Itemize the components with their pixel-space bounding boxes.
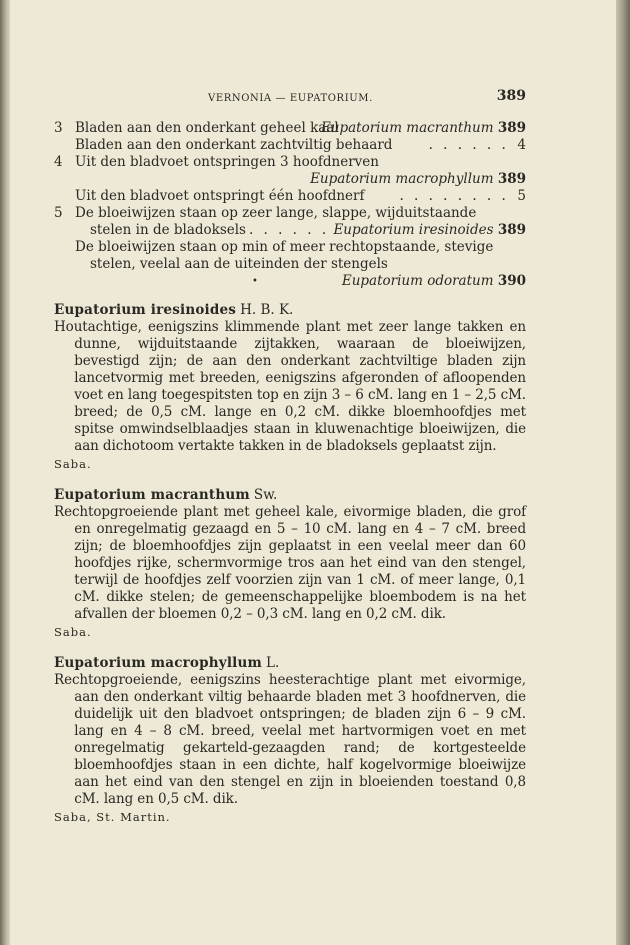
key-line: [54, 154, 526, 171]
key-text: De bloeiwijzen staan op zeer lange, slappe, wijduitstaande: [75, 205, 477, 221]
key-text: Uit den bladvoet ontspringt één hoofdnerf: [75, 188, 365, 204]
species-description: Rechtopgroeiende plant met geheel kale, eivormige bladen, die grof en onregelmatig gezaagd en 5 – 10 cM. lang en 4 – 7 cM. breed zijn; de bloemhoofdjes zijn geplaatst in een veelal meer dan 60 hoofdjes rijke, schermvormige tros aan het eind van den stengel, terwijl de hoofdjes zelf voorzien zijn van 1 cM. of meer lange, 0,1 cM. dikke stelen; de gemeenschappelijke bloembodem is na het afvallen der bloemen 0,2 – 0,3 cM. lang en 0,2 cM. dik.: [54, 504, 526, 622]
page-edge-shadow: [616, 0, 630, 945]
key-line: [54, 273, 526, 290]
species-localities: Saba, St. Martin.: [54, 810, 171, 824]
species-description: Houtachtige, eenigszins klimmende plant met zeer lange takken en dunne, wijduitstaande zijtakken, waaraan de bloeiwijzen, bevestigd zijn; de aan den onderkant zachtviltige bladen zijn lancetvormig met breeden, eenigszins afgeronden of afloopenden voet en lang toegespitsten top en zijn 3 – 6 cM. lang en 1 – 2,5 cM. breed; de 0,5 cM. lange en 0,2 cM. dikke bloemhoofdjes met spitse omwindselblaadjes staan in kluwenachtige bloeiwijzen, die aan dichotoom vertakte takken in de bladoksels geplaatst zijn.: [54, 319, 526, 454]
running-title: VERNONIA — EUPATORIUM.: [208, 93, 373, 104]
species-author: L.: [266, 655, 280, 671]
key-number: 5: [54, 205, 63, 221]
key-result: [342, 273, 526, 290]
key-leader-dots: . . . . . . . .: [399, 188, 509, 204]
page-header: [54, 88, 526, 112]
key-page-ref: 389: [497, 120, 526, 136]
key-page-ref: 389: [497, 222, 526, 238]
book-page: [10, 0, 616, 945]
key-line: [54, 137, 526, 154]
species-heading: [54, 487, 526, 504]
key-text: De bloeiwijzen staan op min of meer rechtopstaande, stevige: [75, 239, 494, 255]
species-entry: [54, 302, 526, 473]
species-name: Eupatorium iresinoides: [54, 302, 237, 318]
key-couplet-ref: 5: [517, 188, 526, 204]
key-species-name: Eupatorium macrophyllum: [310, 171, 494, 187]
key-text: stelen in de bladoksels: [90, 222, 246, 238]
key-number: 3: [54, 120, 63, 136]
species-heading: [54, 655, 526, 672]
key-text: stelen, veelal aan de uiteinden der stengels: [90, 256, 388, 272]
key-result: [399, 188, 526, 205]
key-text: Bladen aan den onderkant geheel kaal: [75, 120, 339, 136]
key-result: [310, 171, 526, 188]
species-entry: [54, 487, 526, 641]
species-author: H. B. K.: [240, 302, 294, 318]
key-line: [54, 222, 526, 239]
key-result: [249, 222, 526, 239]
key-couplet-ref: 4: [517, 137, 526, 153]
key-line: [54, 188, 526, 205]
key-line: [54, 256, 526, 273]
page-number: 389: [496, 88, 526, 104]
key-result: [429, 137, 526, 154]
key-leader-dots: . . . . . .: [248, 222, 330, 238]
species-localities: Saba.: [54, 625, 92, 639]
key-line: [54, 205, 526, 222]
key-species-name: Eupatorium iresinoides: [333, 222, 494, 238]
key-page-ref: 390: [497, 273, 526, 289]
key-number: 4: [54, 154, 63, 170]
page-content: [54, 88, 526, 826]
species-entry: [54, 655, 526, 826]
species-author: Sw.: [253, 487, 278, 503]
key-line: [54, 120, 526, 137]
identification-key: [54, 120, 526, 290]
key-species-name: Eupatorium macranthum: [320, 120, 494, 136]
species-name: Eupatorium macranthum: [54, 487, 250, 503]
species-description: Rechtopgroeiende, eenigszins heesterachtige plant met eivormige, aan den onderkant viltig behaarde bladen met 3 hoofdnerven, die duidelijk uit den bladvoet ontspringen; de bladen zijn 6 – 9 cM. lang en 4 – 8 cM. breed, veelal met hartvormigen voet en met onregelmatig gekarteld-gezaagden rand; de kortgesteelde bloemhoofdjes staan in een dichte, half kogelvormige bloeiwijze aan het eind van den stengel en zijn in bloeienden toestand 0,8 cM. lang en 0,5 cM. dik.: [54, 672, 526, 807]
key-line: [54, 239, 526, 256]
key-leader-dots: . . . . . .: [428, 137, 509, 153]
key-species-name: Eupatorium odoratum: [341, 273, 494, 289]
species-name: Eupatorium macrophyllum: [54, 655, 262, 671]
key-line: [54, 171, 526, 188]
species-localities: Saba.: [54, 457, 92, 471]
book-spine-shadow: [0, 0, 10, 945]
key-page-ref: 389: [497, 171, 526, 187]
key-text: Bladen aan den onderkant zachtviltig behaard: [75, 137, 393, 153]
species-heading: [54, 302, 526, 319]
key-result: [321, 120, 526, 137]
bullet-mark: •: [252, 276, 258, 287]
key-text: Uit den bladvoet ontspringen 3 hoofdnerven: [75, 154, 379, 170]
